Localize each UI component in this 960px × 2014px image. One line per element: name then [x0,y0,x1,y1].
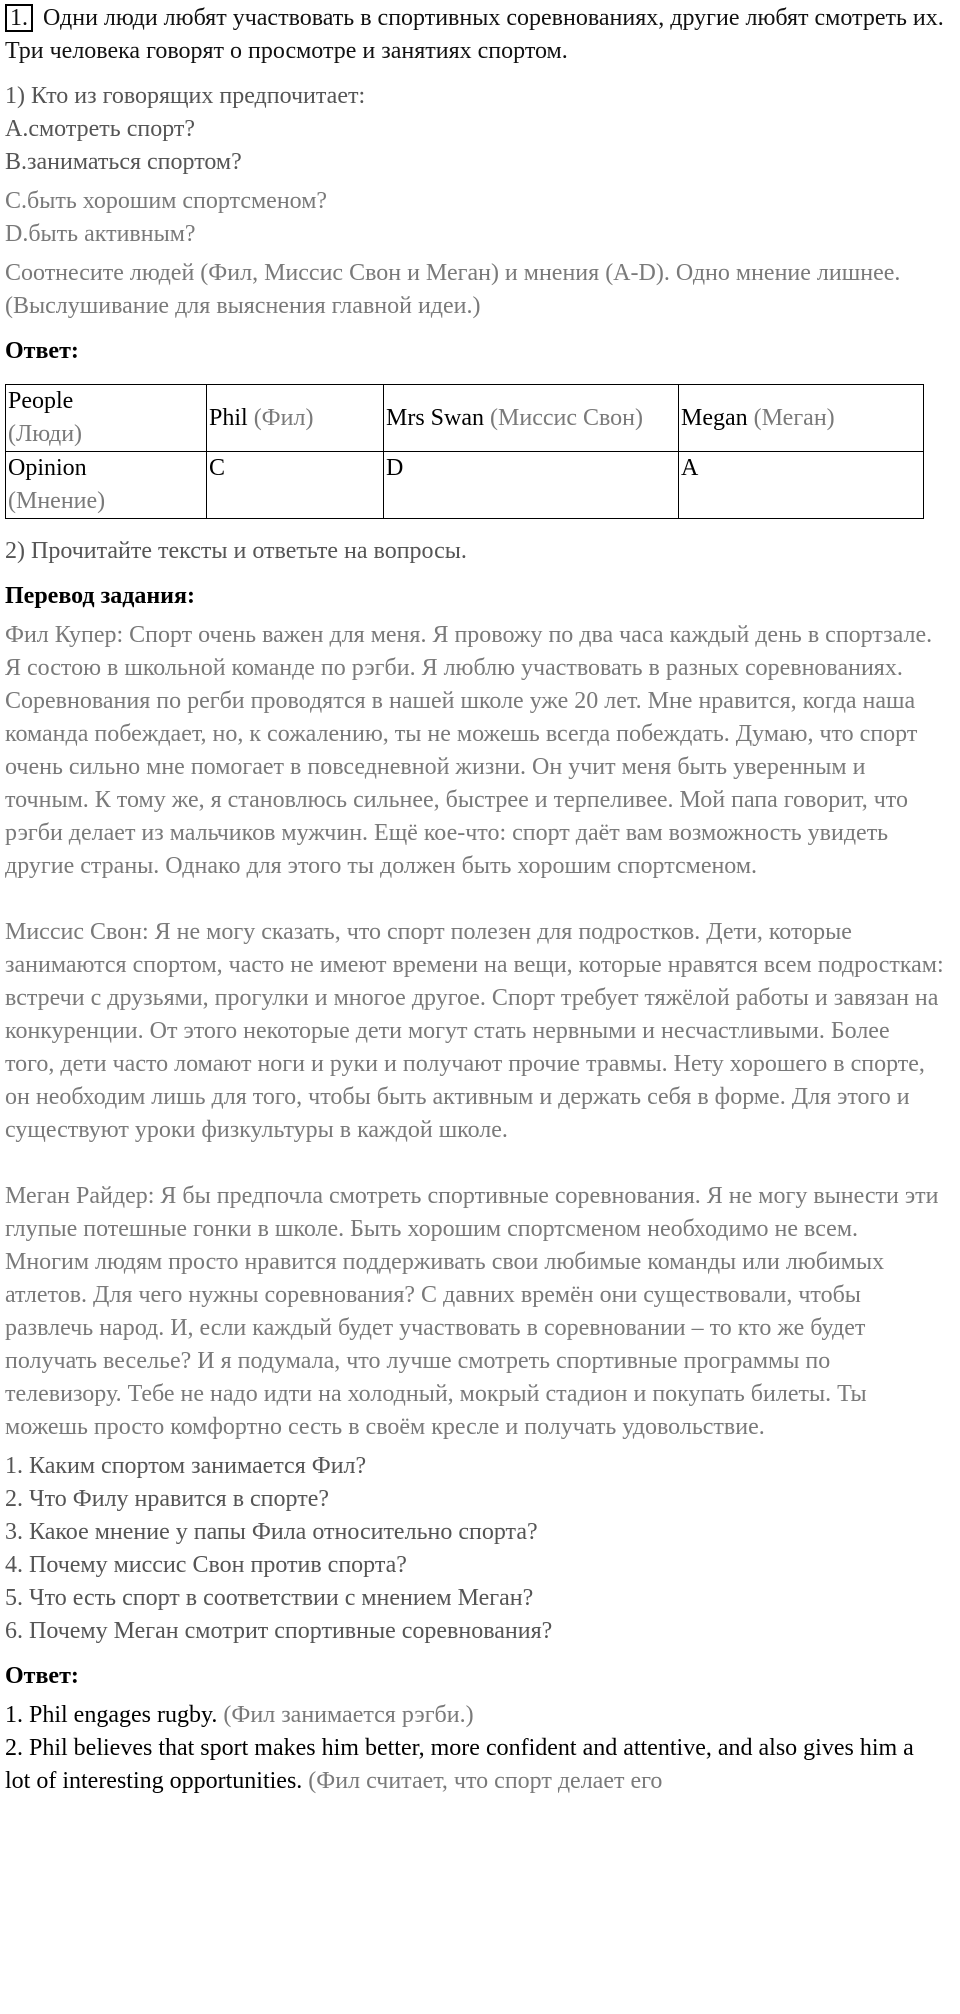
header-swan-en: Mrs Swan [386,404,485,431]
paragraph-megan: Меган Райдер: Я бы предпочла смотреть спортивные соревнования. Я не могу вынести эти глупые потешные гонки в школе. Быть хорошим спортсменом необходимо не всем. Многим людям просто нравится поддерживать свои любимые команды или любимых атлетов. Для чего нужны соревнования? С давних времён они существовали, чтобы развлечь народ. И, если каждый будет участвовать в соревновании – то кто же будет получать веселье? И я подумала, что лучше смотреть спортивные программы по телевизору. Тебе не надо идти на холодный, мокрый стадион и покупать билеты. Ты можешь просто комфортно сесть в своём кресле и получать удовольствие. [5,1183,939,1440]
answer-table [5,384,924,519]
answer-2-en: 2. Phil believes that sport makes him better, more confident and attentive, and also gives him a lot of interesting opportunities. [5,1735,914,1794]
header-people-ru: (Люди) [8,421,83,447]
cell-swan-answer: D [386,455,404,481]
answer-1-en: 1. Phil engages rugby. [5,1702,218,1728]
list-item: 3. Какое мнение у папы Фила относительно спорта? [5,1519,538,1545]
table-cell [6,385,207,452]
list-item: 6. Почему Меган смотрит спортивные соревнования? [5,1618,553,1644]
cell-phil-answer: C [209,455,226,481]
answer-1-ru: (Фил занимается рэгби.) [223,1702,474,1728]
table-header-row [6,385,924,452]
task-intro-text: Одни люди любят участвовать в спортивных соревнованиях, другие любят смотреть их. Три человека говорят о просмотре и занятиях спортом. [5,5,944,64]
header-megan-ru: (Меган) [753,404,835,431]
table-cell [207,452,384,519]
row-opinion-ru: (Мнение) [8,488,106,514]
answer-label-2: Ответ: [5,1663,79,1689]
option-b: B.заниматься спортом? [5,149,242,175]
answer-2-ru: (Фил считает, что спорт делает его [308,1768,663,1794]
answer-2 [5,1732,944,1798]
task-number: 1. [5,4,33,32]
question-1-label: 1) Кто из говорящих предпочитает: [5,83,366,109]
questions-list [5,1450,944,1648]
answer-1 [5,1699,944,1732]
table-cell [6,452,207,519]
option-a: A.смотреть спорт? [5,116,196,142]
table-cell [679,385,924,452]
table-row [6,452,924,519]
paragraph-swan: Миссис Свон: Я не могу сказать, что спорт полезен для подростков. Дети, которые занимаются спортом, часто не имеют времени на вещи, которые нравятся всем подросткам: встречи с друзьями, прогулки и многое другое. Спорт требует тяжёлой работы и завязан на конкуренции. От этого некоторые дети могут стать нервными и несчастливыми. Более того, дети часто ломают ноги и руки и получают прочие травмы. Нету хорошего в спорте, он необходим лишь для того, чтобы быть активным и держать себя в форме. Для этого и существуют уроки физкультуры в каждой школе. [5,919,944,1143]
option-d: D.быть активным? [5,221,196,247]
table-cell [679,452,924,519]
header-swan-ru: (Миссис Свон) [490,404,644,431]
option-c: C.быть хорошим спортсменом? [5,188,328,214]
table-cell [207,385,384,452]
table-cell [384,452,679,519]
match-instruction: Соотнесите людей (Фил, Миссис Свон и Меган) и мнения (A-D). Одно мнение лишнее. (Выслушивание для выяснения главной идеи.) [5,260,901,319]
list-item: 4. Почему миссис Свон против спорта? [5,1552,407,1578]
header-phil-en: Phil [209,404,248,431]
header-megan-en: Megan [681,404,748,431]
answer-label-1: Ответ: [5,338,79,364]
table-cell [384,385,679,452]
list-item: 1. Каким спортом занимается Фил? [5,1453,367,1479]
paragraph-phil: Фил Купер: Спорт очень важен для меня. Я провожу по два часа каждый день в спортзале. Я состою в школьной команде по рэгби. Я люблю участвовать в разных соревнованиях. Соревнования по регби проводятся в нашей школе уже 20 лет. Мне нравится, когда наша команда побеждает, но, к сожалению, ты не можешь всегда побеждать. Думаю, что спорт очень сильно мне помогает в повседневной жизни. Он учит меня быть уверенным и точным. К тому же, я становлюсь сильнее, быстрее и терпеливее. Мой папа говорит, что рэгби делает из мальчиков мужчин. Ещё кое-что: спорт даёт вам возможность увидеть другие страны. Однако для этого ты должен быть хорошим спортсменом. [5,622,933,879]
header-people-en: People [8,388,74,414]
header-phil-ru: (Фил) [253,404,314,431]
list-item: 2. Что Филу нравится в спорте? [5,1486,329,1512]
part-2-label: 2) Прочитайте тексты и ответьте на вопросы. [5,538,467,564]
row-opinion-en: Opinion [8,455,87,481]
cell-megan-answer: A [681,455,699,481]
task-intro [5,0,944,68]
translation-label: Перевод задания: [5,583,195,609]
list-item: 5. Что есть спорт в соответствии с мнением Меган? [5,1585,534,1611]
